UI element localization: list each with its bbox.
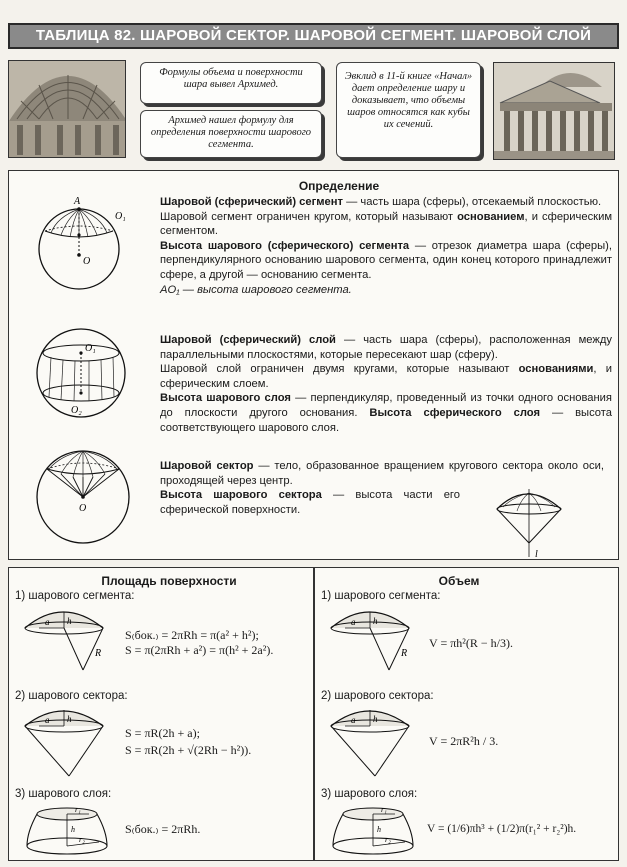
pantheon-interior-image <box>8 60 126 158</box>
layer-bound-start: Шаровой слой ограничен двумя кругами, которые называют <box>160 363 519 376</box>
sector-height-def: — высота части его сферической поверхности. <box>160 489 460 516</box>
segment-term: Шаровой (сферический) сегмент <box>160 196 344 208</box>
layer-definition-text <box>160 333 612 435</box>
segment-def: — часть шара (сферы), отсекаемый плоскостью. <box>343 196 602 208</box>
sector-term: Шаровой сектор <box>160 460 254 472</box>
layer-height-def: — перпендикуляр, проведенный из точки одного основания до плоскости другого основания. <box>160 392 612 419</box>
label-l: l <box>535 549 538 560</box>
layer-term: Шаровой (сферический) слой <box>160 334 336 346</box>
formulas-panel <box>8 567 619 861</box>
sector-def: — тело, образованное вращением кругового сектора около оси, проходящей через центр. <box>160 460 604 487</box>
sph-layer-height-def: — высота соответствующего шарового слоя. <box>160 406 612 434</box>
volume-sector-formula: V = 2πR²h / 3. <box>429 734 499 748</box>
sph-layer-height-term: Высота сферического слоя <box>369 406 541 419</box>
area-layer-formula: S₍бок.₎ = 2πRh. <box>125 822 201 836</box>
label-h-area-lay: h <box>71 825 75 834</box>
label-r1-area: r₁ <box>75 805 81 814</box>
note-euclid: Эвклид в 11-й книге «Начал» дает определение шару и доказывает, что объемы шаров относятся как кубы их сечений. <box>336 62 481 158</box>
volume-segment-figure <box>323 604 423 684</box>
column-divider <box>313 568 315 860</box>
label-a-vol-seg: a <box>351 617 356 627</box>
label-R-vol-seg: R <box>401 648 408 659</box>
label-h-area-seg: h <box>67 616 72 626</box>
layer-height-term: Высота шарового слоя <box>160 392 291 405</box>
area-sector-figure <box>17 704 117 784</box>
segment-sphere-figure <box>31 195 141 291</box>
area-segment-figure <box>17 604 117 684</box>
page-title: ТАБЛИЦА 82. ШАРОВОЙ СЕКТОР. ШАРОВОЙ СЕГМЕНТ. ШАРОВОЙ СЛОЙ <box>8 23 619 49</box>
volume-title: Объем <box>438 574 480 588</box>
sector-height-term: Высота шарового сектора <box>160 489 322 502</box>
volume-layer-formula: V = (1/6)πh³ + (1/2)π(r₁² + r₂²)h. <box>427 823 577 835</box>
segment-base-word: основанием <box>457 210 525 223</box>
volume-sector-figure <box>323 704 423 784</box>
note-archimedes-formulas: Формулы объема и поверхности шара вывел Архимед. <box>140 62 322 104</box>
area-segment-formula-2: S = π(2πRh + a²) = π(h² + 2a²). <box>125 643 274 657</box>
label-a-area-seg: a <box>45 617 50 627</box>
area-title: Площадь поверхности <box>101 574 237 588</box>
label-a-vol-sec: a <box>351 715 356 725</box>
height-def: — отрезок диаметра шара (сферы), перпендикулярного основанию шарового сегмента, один конец которого принадлежит сфере, а другой — основанию сегмента. <box>160 239 612 281</box>
pantheon-exterior-image <box>493 62 615 160</box>
layer-sphere-figure <box>29 321 141 421</box>
segment-definition-text <box>160 195 612 297</box>
volume-layer-figure <box>325 802 425 860</box>
label-h-area-sec: h <box>67 714 72 724</box>
area-sector-formula-2: S = πR(2h + √(2Rh − h²)). <box>125 743 252 757</box>
sector-cone-figure <box>491 487 571 561</box>
label-r2-area: r₂ <box>79 835 85 844</box>
label-O1: O₁ <box>115 211 126 222</box>
definition-heading: Определение <box>298 179 380 193</box>
area-layer-figure <box>19 802 119 860</box>
label-h-vol-sec: h <box>373 714 378 724</box>
definition-panel <box>8 170 619 560</box>
label-r2-vol: r₂ <box>385 835 391 844</box>
label-R-area-seg: R <box>95 648 102 659</box>
sector-sphere-figure <box>29 439 141 551</box>
label-h-vol-seg: h <box>373 616 378 626</box>
label-h-vol-lay: h <box>377 825 381 834</box>
volume-layer-label: 3) шарового слоя: <box>321 788 418 800</box>
label-O-sector: O <box>79 503 87 514</box>
volume-segment-formula: V = πh²(R − h/3). <box>429 636 513 650</box>
label-O: O <box>83 256 91 267</box>
volume-sector-label: 2) шарового сектора: <box>321 690 434 702</box>
layer-bound-end: , и сферическим слоем. <box>160 363 612 390</box>
area-segment-formula-1: S₍бок.₎ = 2πRh = π(a² + h²); <box>125 628 259 642</box>
layer-base-word: основаниями <box>518 363 594 376</box>
area-segment-label: 1) шарового сегмента: <box>15 590 135 602</box>
label-r1-vol: r₁ <box>381 805 387 814</box>
layer-def: — часть шара (сферы), расположенная между параллельными плоскостями, которые пересекают шар (сферу). <box>160 334 612 361</box>
label-O1-layer: O₁ <box>85 343 96 354</box>
note-archimedes-segment: Архимед нашел формулу для определения поверхности шарового сегмента. <box>140 110 322 158</box>
label-O2: O₂ <box>71 405 82 416</box>
ao-line: AO₁ — высота шарового сегмента. <box>160 283 352 296</box>
area-sector-label: 2) шарового сектора: <box>15 690 128 702</box>
label-A: A <box>74 196 81 207</box>
label-a-area-sec: a <box>45 715 50 725</box>
area-sector-formula-1: S = πR(2h + a); <box>125 726 200 740</box>
segment-bound-end: , и сферическим сегментом. <box>160 210 613 238</box>
height-term: Высота шарового (сферического) сегмента <box>160 239 410 252</box>
area-layer-label: 3) шарового слоя: <box>15 788 112 800</box>
segment-bound-start: Шаровой сегмент ограничен кругом, который называют <box>160 210 458 223</box>
volume-segment-label: 1) шарового сегмента: <box>321 590 441 602</box>
